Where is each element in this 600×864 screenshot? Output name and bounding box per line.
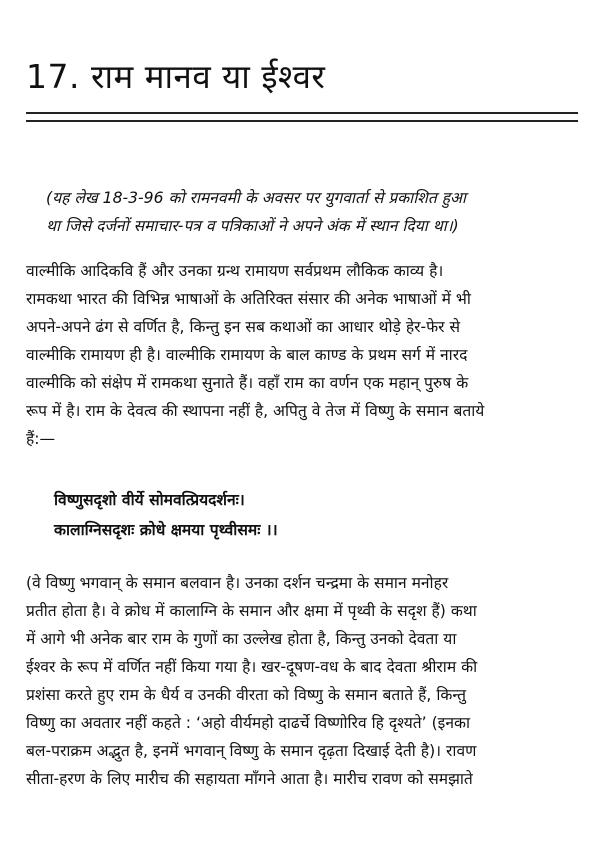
chapter-title: 17. राम मानव या ईश्वर — [26, 57, 326, 96]
text-line: अपने-अपने ढंग से वर्णित है, किन्तु इन सब कथाओं का आधार थोड़े हेर-फेर से — [26, 318, 461, 336]
verse-line: कालाग्निसदृशः क्रोधे क्षमया पृथ्वीसमः ।। — [54, 521, 278, 539]
text-line: रामकथा भारत की विभिन्न भाषाओं के अतिरिक्त संसार की अनेक भाषाओं में भी — [26, 290, 471, 308]
text-line: बल-पराक्रम अद्भुत है, इनमें भगवान् विष्णु के समान दृढ़ता दिखाई देती है)। रावण — [26, 742, 477, 760]
text-line: वाल्मीकि को संक्षेप में रामकथा सुनाते हैं। वहाँ राम का वर्णन एक महान् पुरुष के — [26, 374, 469, 392]
text-line: सीता-हरण के लिए मारीच की सहायता माँगने आता है। मारीच रावण को समझाते — [26, 770, 473, 788]
paragraph-2 — [26, 569, 578, 793]
text-line: हैं:— — [26, 430, 56, 448]
text-line: (वे विष्णु भगवान् के समान बलवान है। उनका दर्शन चन्द्रमा के समान मनोहर — [26, 574, 449, 592]
text-line: में आगे भी अनेक बार राम के गुणों का उल्लेख होता है, किन्तु उनको देवता या — [26, 630, 457, 648]
text-line: वाल्मीकि आदिकवि हैं और उनका ग्रन्थ रामायण सर्वप्रथम लौकिक काव्य है। — [26, 262, 444, 280]
text-line: ईश्वर के रूप में वर्णित नहीं किया गया है। खर-दूषण-वध के बाद देवता श्रीराम की — [26, 658, 478, 676]
text-line: प्रतीत होता है। वे क्रोध में कालाग्नि के समान और क्षमा में पृथ्वी के सदृश हैं) कथा — [26, 602, 477, 620]
verse-line: विष्णुसदृशो वीर्ये सोमवत्प्रियदर्शनः। — [54, 491, 245, 509]
publication-note — [46, 184, 570, 240]
text-line: वाल्मीकि रामायण ही है। वाल्मीकि रामायण के बाल काण्ड के प्रथम सर्ग में नारद — [26, 346, 468, 364]
title-rule-bottom — [26, 120, 578, 122]
paragraph-1 — [26, 257, 578, 453]
text-line: प्रशंसा करते हुए राम के धैर्य व उनकी वीरता को विष्णु के समान बताते हैं, किन्तु — [26, 686, 467, 704]
sanskrit-verse — [54, 485, 278, 545]
note-line: (यह लेख 18-3-96 को रामनवमी के अवसर पर युगवार्ता से प्रकाशित हुआ — [46, 189, 466, 207]
note-line: था जिसे दर्जनों समाचार-पत्र व पत्रिकाओं ने अपने अंक में स्थान दिया था।) — [46, 217, 459, 235]
title-rule-top — [26, 112, 578, 114]
text-line: विष्णु का अवतार नहीं कहते : ‘अहो वीर्यमहो दाढर्चे विष्णोरिव हि दृश्यते’ (इनका — [26, 714, 471, 732]
text-line: रूप में है। राम के देवत्व की स्थापना नहीं है, अपितु वे तेज में विष्णु के समान बताये — [26, 402, 485, 420]
